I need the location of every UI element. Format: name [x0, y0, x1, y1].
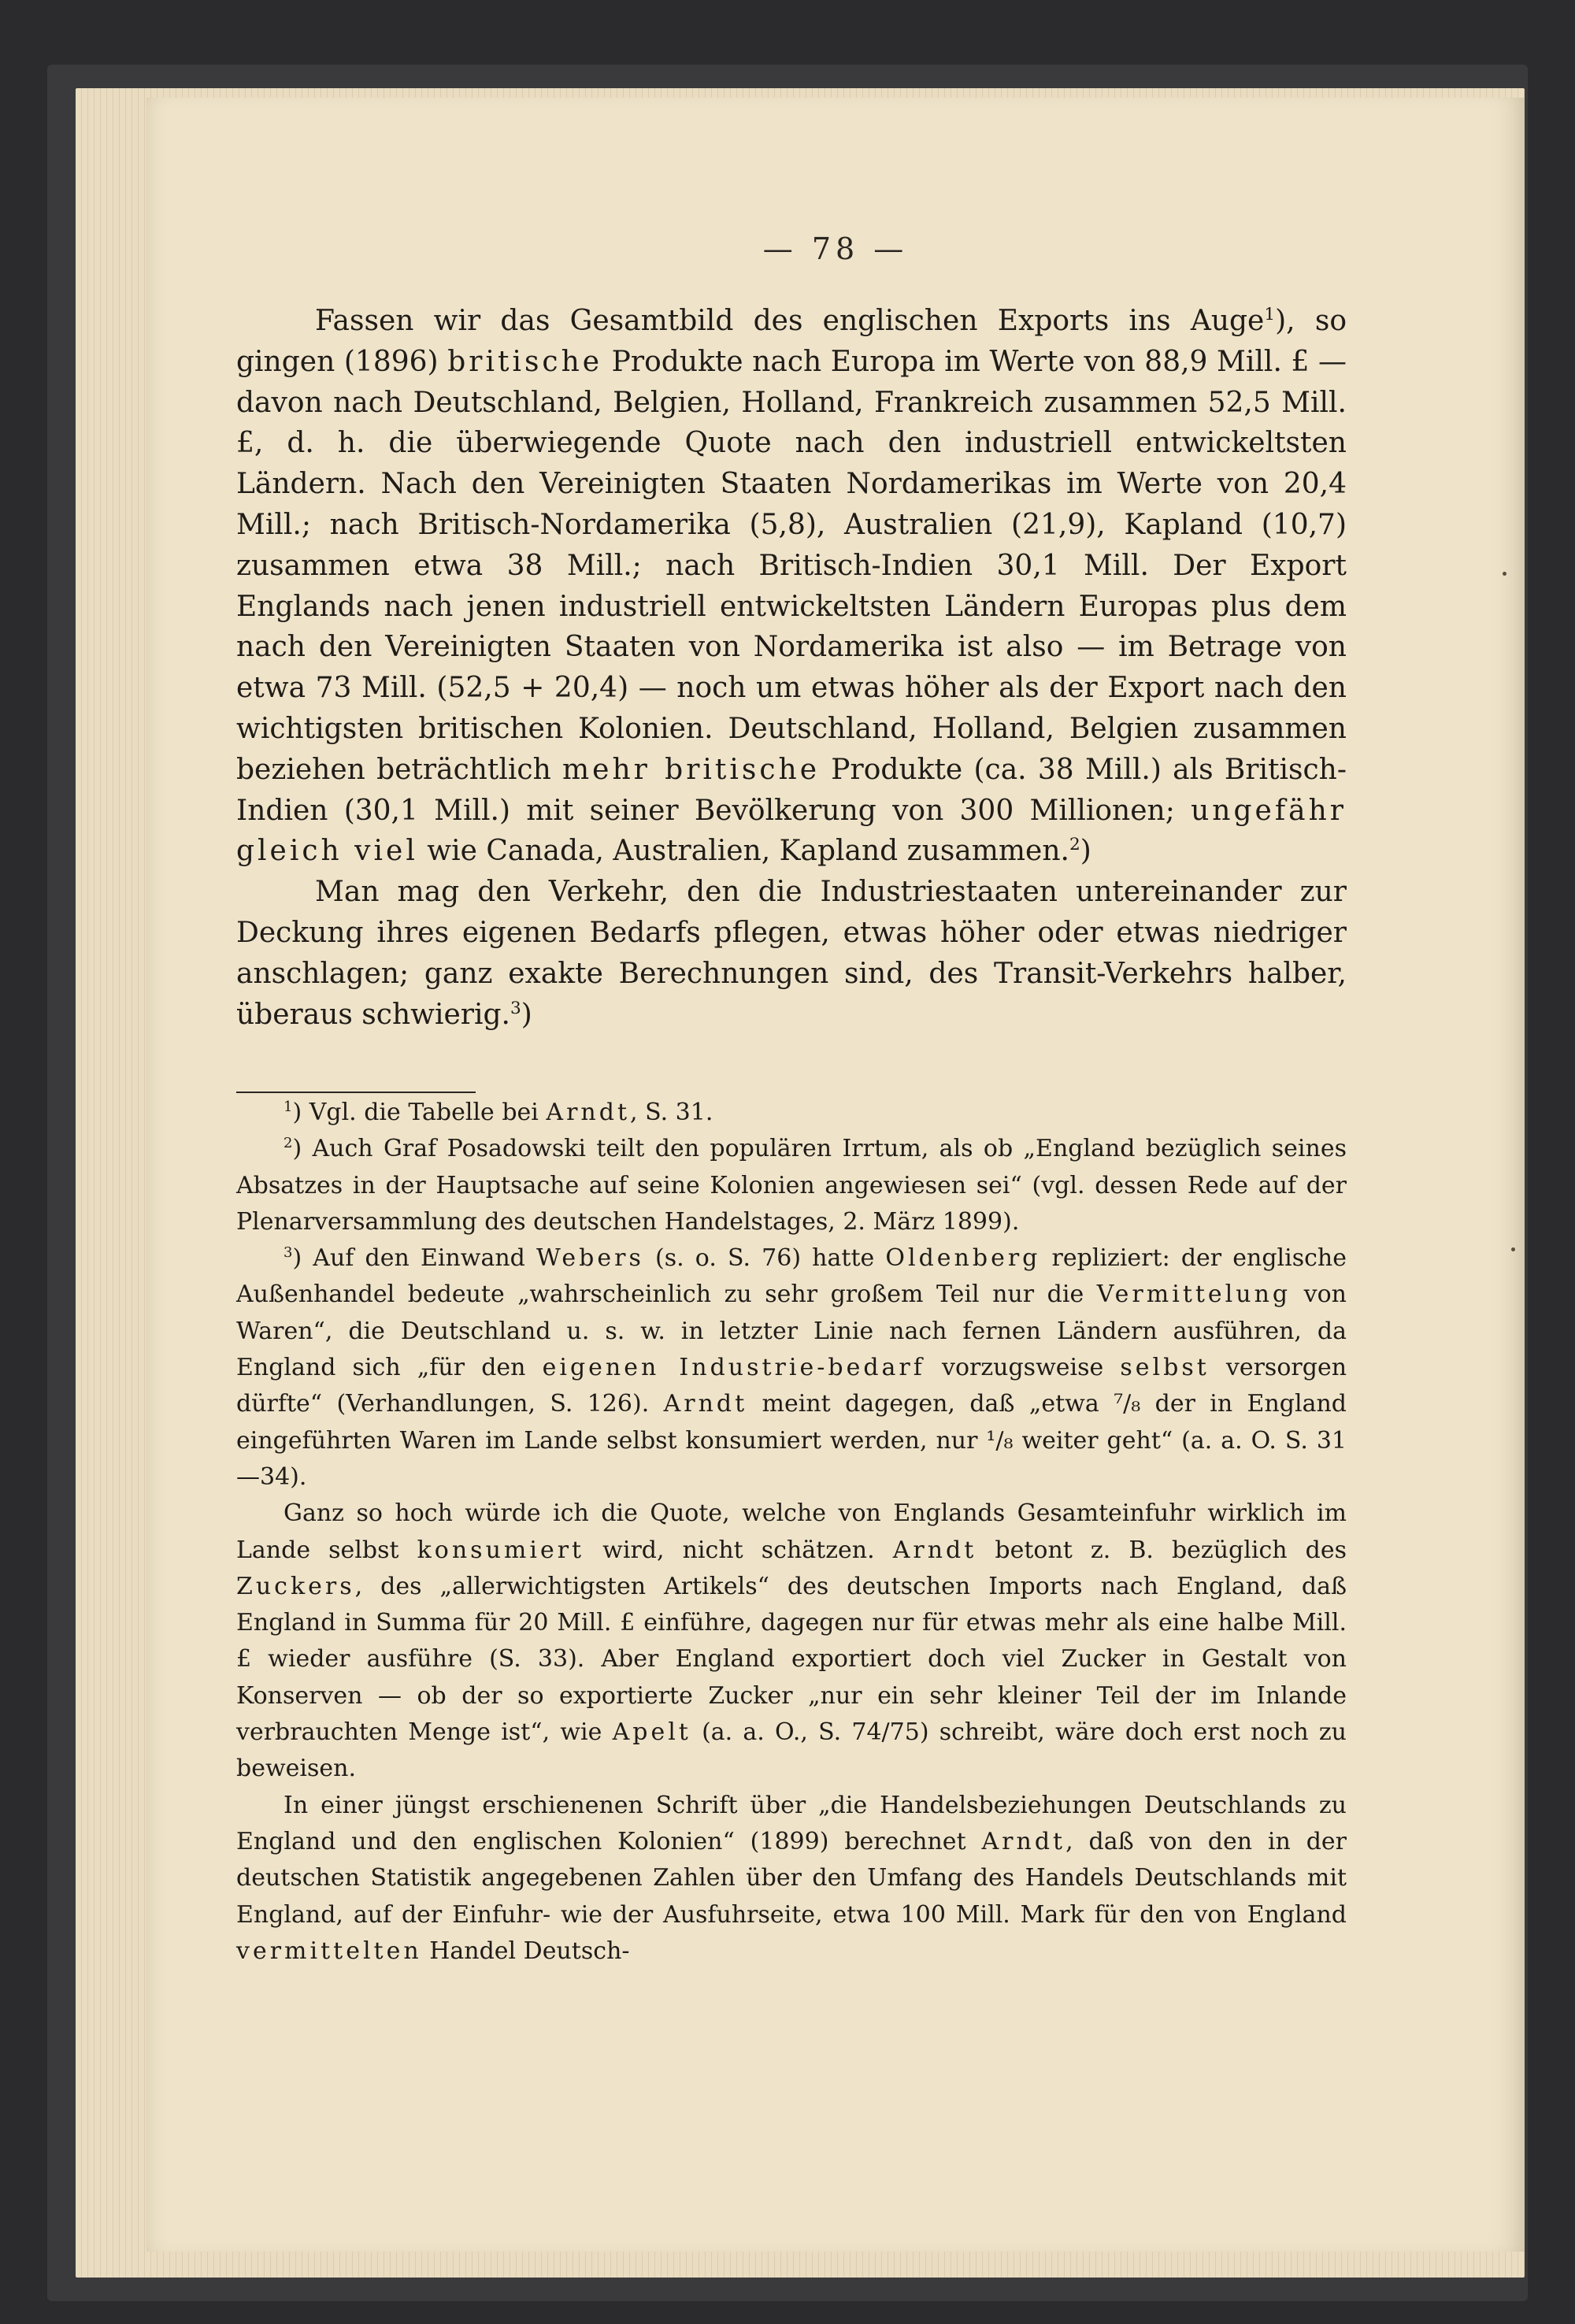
emphasis: Oldenberg: [885, 1244, 1041, 1273]
text-run: Man mag den Verkehr, den die Industriestaaten untereinander zur Deckung ihres eigenen Bedarfs pflegen, etwas höher oder etwas niedriger anschlagen; ganz exakte Berechnungen sind, des Transit-Verkehrs halber, überaus schwierig.: [236, 876, 1347, 1031]
page-number: — 78 —: [762, 232, 909, 266]
emphasis: Arndt: [546, 1099, 631, 1126]
main-text: [236, 301, 1347, 1035]
text-run: Produkte (ca. 38 Mill.) als Britisch-Indien (30,1 Mill.) mit seiner Bevölkerung von 300 Millionen;: [236, 753, 1347, 827]
emphasis: Vermittelung: [1096, 1281, 1292, 1309]
emphasis: Webers: [536, 1244, 644, 1273]
text-run: versorgen dürfte“ (Verhandlungen, S. 126).: [236, 1354, 1347, 1418]
text-run: ) Auch Graf Posadowski teilt den populären Irrtum, als ob „England bezüglich seines Absatzes in der Hauptsache auf seine Kolonien angewiesen sei“ (vgl. dessen Rede auf der Plenarversammlung des deutschen Handelstages, 2. März 1899).: [236, 1135, 1347, 1236]
text-run: wird, nicht schätzen.: [584, 1536, 893, 1564]
text-run: In einer jüngst erschienenen Schrift über „die Handelsbeziehungen Deutschlands zu England und den englischen Kolonien“ (1899) berechnet: [236, 1791, 1347, 1855]
paragraph-1: [236, 301, 1347, 872]
emphasis: mehr britische: [562, 753, 821, 786]
footnote-3-continued: [236, 1496, 1347, 1787]
emphasis: selbst: [1120, 1354, 1210, 1382]
text-run: wie Canada, Australien, Kapland zusammen.: [417, 835, 1069, 868]
emphasis: britische: [447, 345, 603, 378]
text-run: , daß von den in der deutschen Statistik angegebenen Zahlen über den Umfang des Handels Deutschlands mit England, auf der Einfuhr- wie der Ausfuhrseite, etwa 100 Mill. Mark für den von England: [236, 1827, 1347, 1929]
footnote-ref: 1: [1264, 305, 1276, 324]
text-run: Fassen wir das Gesamtbild des englischen Exports ins Auge: [315, 305, 1265, 337]
text-run: Ganz so hoch würde ich die Quote, welche von Englands Gesamteinfuhr wirklich im Lande selbst: [236, 1499, 1347, 1564]
footnotes: [236, 1095, 1347, 1970]
footnote-rule: [236, 1092, 476, 1093]
footnote-ref: 2: [1069, 835, 1080, 855]
emphasis: Arndt: [663, 1390, 748, 1418]
footnote-2: [236, 1131, 1347, 1240]
text-run: ) Auf den Einwand: [292, 1244, 537, 1273]
text-run: repliziert: der englische Außenhandel bedeute „wahrscheinlich zu sehr großem Teil nur die: [236, 1244, 1347, 1309]
emphasis: Apelt: [612, 1718, 691, 1747]
emphasis: Arndt: [892, 1536, 977, 1564]
text-run: Produkte nach Europa im Werte von 88,9 Mill. £ — davon nach Deutschland, Belgien, Holland, Frankreich zusammen 52,5 Mill. £, d. h. die überwiegende Quote nach den industriell entwickeltsten Ländern. Nach den Vereinigten Staaten Nordamerikas im Werte von 20,4 Mill.; nach Britisch-Nordamerika (5,8), Australien (21,9), Kapland (10,7) zusammen etwa 38 Mill.; nach Britisch-Indien 30,1 Mill. Der Export Englands nach jenen industriell entwickeltsten Ländern Europas plus dem nach den Vereinigten Staaten von Nordamerika ist also — im Betrage von etwa 73 Mill. (52,5 + 20,4) — noch um etwas höher als der Export nach den wichtigsten britischen Kolonien. Deutschland, Holland, Belgien zusammen beziehen beträchtlich: [236, 345, 1347, 786]
footnote-3: [236, 1240, 1347, 1496]
emphasis: Arndt: [981, 1827, 1066, 1855]
paragraph-2: [236, 872, 1347, 1035]
text-run: ): [1080, 835, 1091, 868]
footnote-marker: 3: [284, 1244, 293, 1262]
text-run: (a. a. O., S. 74/75) schreibt, wäre doch erst noch zu beweisen.: [236, 1718, 1347, 1783]
text-run: ): [521, 998, 532, 1031]
emphasis: konsumiert: [417, 1536, 585, 1564]
text-run: von Waren“, die Deutschland u. s. w. in letzter Linie nach fernen Ländern ausführen, da England sich „für den: [236, 1281, 1347, 1382]
footnote-3-continued-2: [236, 1788, 1347, 1970]
emphasis: vermittelten: [236, 1937, 422, 1965]
footnote-ref: 3: [510, 998, 521, 1018]
footnote-marker: 1: [284, 1099, 293, 1115]
footnote-1: [236, 1095, 1347, 1131]
text-run: vorzugsweise: [925, 1354, 1121, 1382]
text-run: ), so gingen (1896): [236, 305, 1347, 378]
text-run: betont z. B. bezüglich des: [976, 1536, 1347, 1564]
text-run: meint dagegen, daß „etwa ⁷/₈ der in England eingeführten Waren im Lande selbst konsumiert werden, nur ¹/₈ weiter geht“ (a. a. O. S. 31—34).: [236, 1390, 1347, 1491]
page-speck: [1511, 1247, 1515, 1251]
text-run: ) Vgl. die Tabelle bei: [292, 1099, 547, 1126]
text-run: Handel Deutsch-: [421, 1937, 630, 1965]
page-speck: [1503, 572, 1506, 576]
text-run: , des „allerwichtigsten Artikels“ des deutschen Imports nach England, daß England in Summa für 20 Mill. £ einführe, dagegen nur für etwas mehr als eine halbe Mill. £ wieder ausführe (S. 33). Aber England exportiert doch viel Zucker in Gestalt von Konserven — ob der so exportierte Zucker „nur ein sehr kleiner Teil der im Inlande verbrauchten Menge ist“, wie: [236, 1572, 1347, 1747]
emphasis: Zuckers: [236, 1572, 355, 1600]
text-run: (s. o. S. 76) hatte: [643, 1244, 886, 1273]
emphasis: ungefähr gleich viel: [236, 794, 1347, 868]
footnote-marker: 2: [284, 1135, 293, 1152]
emphasis: eigenen Industrie-bedarf: [542, 1354, 925, 1382]
text-run: , S. 31.: [630, 1099, 713, 1126]
